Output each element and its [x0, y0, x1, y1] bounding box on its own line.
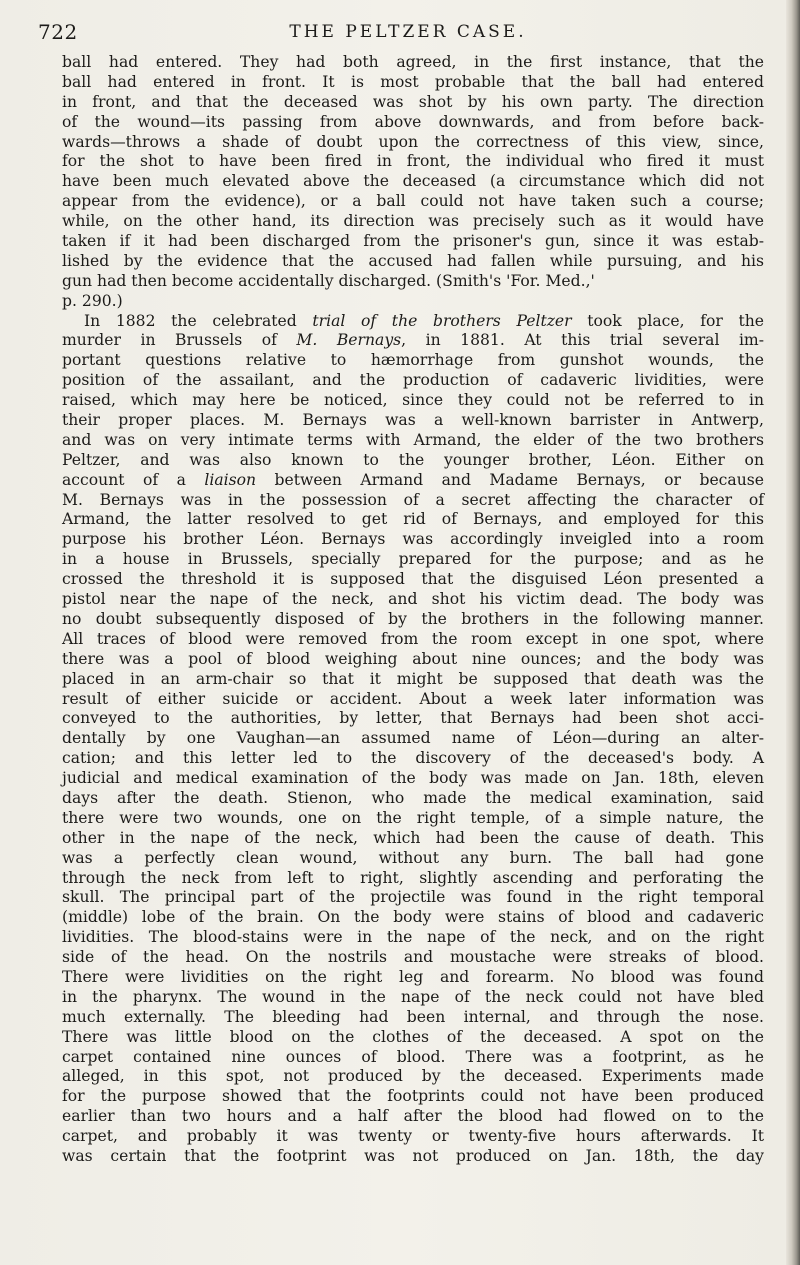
text-line: in front, and that the deceased was shot by his own party. The direction: [62, 92, 764, 111]
text-line: for the purpose showed that the footprints could not have been produced: [62, 1087, 764, 1106]
text-line: Armand, the latter resolved to get rid of Bernays, and employed for this: [62, 510, 764, 529]
text-line: their proper places. M. Bernays was a well-known barrister in Antwerp,: [62, 411, 764, 430]
text-line: gun had then become accidentally discharged. (Smith's 'For. Med.,': [62, 271, 595, 290]
text-line: position of the assailant, and the production of cadaveric lividities, were: [62, 371, 764, 390]
text-line: carpet, and probably it was twenty or twenty-five hours afterwards. It: [62, 1127, 764, 1146]
text-line: raised, which may here be noticed, since they could not be referred to in: [62, 391, 764, 410]
text-line: pistol near the nape of the neck, and shot his victim dead. The body was: [62, 590, 764, 609]
text-line: and was on very intimate terms with Armand, the elder of the two brothers: [62, 430, 764, 449]
text-line: placed in an arm-chair so that it might be supposed that death was the: [62, 669, 764, 688]
text-line: p. 290.): [62, 291, 123, 310]
text-line: account of a liaison between Armand and Madame Bernays, or because: [62, 470, 764, 489]
text-line: purpose his brother Léon. Bernays was accordingly inveigled into a room: [62, 530, 764, 549]
text-line: side of the head. On the nostrils and moustache were streaks of blood.: [62, 948, 764, 967]
text-line: cation; and this letter led to the discovery of the deceased's body. A: [62, 749, 764, 768]
text-line: alleged, in this spot, not produced by the deceased. Experiments made: [62, 1067, 764, 1086]
text-line: while, on the other hand, its direction was precisely such as it would have: [62, 212, 764, 231]
page-edge-shadow: [786, 0, 800, 1265]
text-line: conveyed to the authorities, by letter, that Bernays had been shot acci-: [62, 709, 764, 728]
running-title: THE PELTZER CASE.: [289, 22, 527, 42]
text-line: have been much elevated above the deceased (a circumstance which did not: [62, 172, 764, 191]
text-line: there was a pool of blood weighing about nine ounces; and the body was: [62, 649, 764, 668]
text-line: In 1882 the celebrated trial of the brothers Peltzer took place, for the: [84, 311, 765, 330]
text-line: Peltzer, and was also known to the younger brother, Léon. Either on: [62, 450, 764, 469]
body-text: [62, 53, 764, 1167]
text-line: All traces of blood were removed from the room except in one spot, where: [62, 629, 764, 648]
text-line: no doubt subsequently disposed of by the brothers in the following manner.: [62, 609, 764, 628]
text-line: ball had entered. They had both agreed, in the first instance, that the: [62, 53, 764, 71]
text-line: carpet contained nine ounces of blood. There was a footprint, as he: [62, 1047, 764, 1066]
text-line: dentally by one Vaughan—an assumed name of Léon—during an alter-: [62, 729, 764, 748]
page-number: 722: [38, 20, 78, 44]
text-line: wards—throws a shade of doubt upon the correctness of this view, since,: [62, 132, 764, 151]
text-line: days after the death. Stienon, who made the medical examination, said: [62, 788, 764, 807]
text-line: lividities. The blood-stains were in the nape of the neck, and on the right: [62, 928, 764, 947]
text-line: lished by the evidence that the accused had fallen while pursuing, and his: [62, 251, 764, 270]
text-line: taken if it had been discharged from the prisoner's gun, since it was estab-: [62, 232, 764, 251]
text-line: much externally. The bleeding had been internal, and through the nose.: [62, 1007, 764, 1026]
text-line: through the neck from left to right, slightly ascending and perforating the: [62, 868, 764, 887]
text-line: portant questions relative to hæmorrhage from gunshot wounds, the: [62, 351, 764, 370]
text-line: There was little blood on the clothes of the deceased. A spot on the: [62, 1027, 764, 1046]
text-line: M. Bernays was in the possession of a secret affecting the character of: [62, 490, 764, 509]
text-line: earlier than two hours and a half after the blood had flowed on to the: [62, 1107, 764, 1126]
text-line: appear from the evidence), or a ball could not have taken such a course;: [62, 192, 764, 211]
text-line: was certain that the footprint was not produced on Jan. 18th, the day: [62, 1146, 764, 1165]
text-line: other in the nape of the neck, which had been the cause of death. This: [62, 828, 764, 847]
text-line: in a house in Brussels, specially prepared for the purpose; and as he: [62, 550, 764, 569]
text-line: crossed the threshold it is supposed that the disguised Léon presented a: [62, 570, 764, 589]
text-line: for the shot to have been fired in front, the individual who fired it must: [62, 152, 764, 171]
text-line: murder in Brussels of M. Bernays, in 1881. At this trial several im-: [62, 331, 764, 350]
text-line: of the wound—its passing from above downwards, and from before back-: [62, 112, 764, 131]
text-line: there were two wounds, one on the right temple, of a simple nature, the: [62, 808, 764, 827]
text-line: result of either suicide or accident. About a week later information was: [62, 689, 764, 708]
text-line: (middle) lobe of the brain. On the body were stains of blood and cadaveric: [62, 908, 764, 927]
text-line: ball had entered in front. It is most probable that the ball had entered: [62, 72, 764, 91]
text-line: There were lividities on the right leg and forearm. No blood was found: [62, 967, 764, 986]
text-line: was a perfectly clean wound, without any burn. The ball had gone: [62, 848, 764, 867]
text-line: in the pharynx. The wound in the nape of the neck could not have bled: [62, 987, 764, 1006]
text-line: judicial and medical examination of the body was made on Jan. 18th, eleven: [62, 769, 764, 788]
text-line: skull. The principal part of the projectile was found in the right temporal: [62, 888, 764, 907]
running-head: [38, 20, 778, 44]
